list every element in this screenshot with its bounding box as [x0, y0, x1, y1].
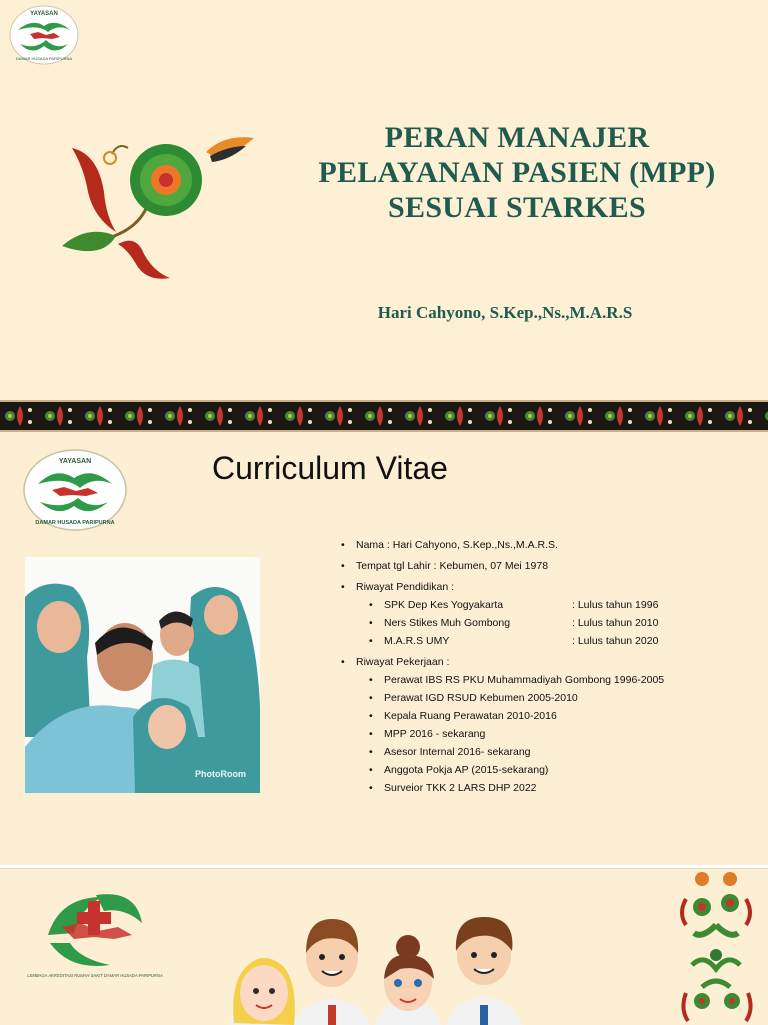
work-item: • Surveior TKK 2 LARS DHP 2022: [340, 779, 760, 797]
author-name: Hari Cahyono, S.Kep.,Ns.,M.A.R.S: [377, 303, 633, 322]
lars-logo-label: LEMBAGA AKREDITASI RUMAH SAKIT DAMAR HUSADA PARIPURNA: [27, 973, 163, 978]
education-status: : Lulus tahun 2020: [572, 635, 659, 647]
cv-name: • Nama : Hari Cahyono, S.Kep.,Ns.,M.A.R.S.: [340, 536, 760, 554]
title-line: PELAYANAN PASIEN (MPP): [318, 156, 716, 189]
education-name: Ners Stikes Muh Gombong: [384, 617, 511, 629]
presentation-title: [300, 120, 734, 225]
work-item: • Kepala Ruang Perawatan 2010-2016: [340, 707, 760, 725]
family-photo: [25, 557, 260, 793]
slide-title: Curriculum Vitae: [212, 450, 448, 486]
batik-pattern: [0, 400, 768, 432]
batik-border: [0, 400, 768, 432]
education-name: SPK Dep Kes Yogyakarta: [384, 599, 504, 611]
cv-details: [340, 536, 760, 797]
education-item: [340, 632, 760, 650]
floral-border-ornament: [672, 869, 762, 1025]
work-item: • MPP 2016 - sekarang: [340, 725, 760, 743]
title-line: PERAN MANAJER: [384, 121, 650, 154]
title-line: SESUAI STARKES: [388, 191, 646, 224]
yayasan-logo-small: [8, 4, 80, 66]
lars-logo: [27, 883, 163, 983]
education-item: [340, 596, 760, 614]
logo-label-top: YAYASAN: [30, 11, 58, 17]
work-item: • Asesor Internal 2016- sekarang: [340, 743, 760, 761]
education-name: M.A.R.S UMY: [384, 635, 450, 647]
work-item: • Anggota Pokja AP (2015-sekarang): [340, 761, 760, 779]
photo-watermark: PhotoRoom: [195, 769, 246, 779]
next-slide-preview: [0, 868, 768, 1025]
education-status: : Lulus tahun 2010: [572, 617, 659, 629]
title-slide: [0, 0, 768, 400]
curriculum-vitae-slide: [0, 432, 768, 865]
cv-work-heading: • Riwayat Pekerjaan :: [340, 653, 760, 671]
education-status: : Lulus tahun 1996: [572, 599, 659, 611]
family-photo-illustration: [25, 557, 260, 793]
cv-education-heading: • Riwayat Pendidikan :: [340, 578, 760, 596]
logo-label-bottom: DAMAR HUSADA PARIPURNA: [15, 56, 73, 61]
work-item: • Perawat IGD RSUD Kebumen 2005-2010: [340, 689, 760, 707]
work-item: • Perawat IBS RS PKU Muhammadiyah Gombong 1996-2005: [340, 671, 760, 689]
education-item: [340, 614, 760, 632]
medical-staff-illustration: [228, 913, 528, 1025]
floral-ornament: [58, 132, 262, 284]
logo-label-top: YAYASAN: [58, 458, 92, 465]
logo-label-bottom: DAMAR HUSADA PARIPURNA: [35, 520, 115, 526]
yayasan-logo: [22, 448, 128, 532]
cv-birth: • Tempat tgl Lahir : Kebumen, 07 Mei 1978: [340, 557, 760, 575]
